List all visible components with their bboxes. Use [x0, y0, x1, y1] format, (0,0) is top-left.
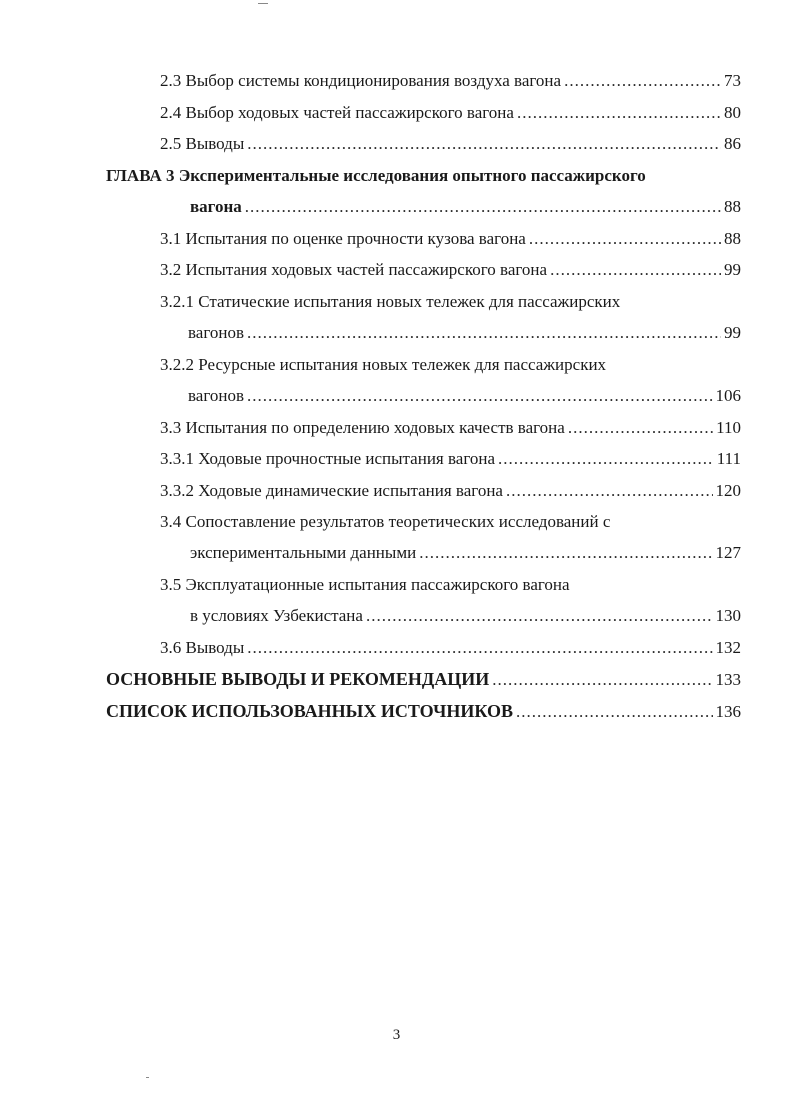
scan-speck — [146, 1077, 149, 1078]
dot-leader — [419, 542, 712, 564]
dot-leader — [506, 480, 713, 502]
toc-entry-title: 3.1 Испытания по оценке прочности кузова вагона — [160, 229, 526, 248]
dot-leader — [247, 637, 712, 659]
dot-leader — [498, 448, 714, 470]
dot-leader — [516, 701, 713, 723]
toc-entry-title: 3.6 Выводы — [160, 638, 245, 657]
page-number: 3 — [392, 1027, 401, 1043]
dot-leader — [247, 322, 721, 344]
toc-page-number: 136 — [715, 702, 741, 721]
toc-entry-3-3 — [0, 417, 741, 439]
toc-entry-title: 2.5 Выводы — [160, 134, 245, 153]
toc-entry-title: вагонов — [188, 386, 245, 405]
dot-leader — [492, 669, 712, 691]
toc-entry-title: 2.4 Выбор ходовых частей пассажирского вагона — [160, 103, 514, 122]
toc-entry-title: 2.3 Выбор системы кондиционирования воздуха вагона — [160, 71, 562, 90]
toc-entry-3-2-1-title: 3.2.1 Статические испытания новых тележек для пассажирских — [160, 292, 621, 311]
toc-entry-conclusions — [0, 668, 741, 691]
dot-leader — [564, 70, 721, 92]
toc-page-number: 133 — [715, 670, 741, 689]
toc-chapter-3-title: ГЛАВА 3 Экспериментальные исследования опытного пассажирского — [106, 166, 646, 185]
toc-page-number: 73 — [724, 71, 741, 90]
toc-entry-title: вагонов — [188, 323, 245, 342]
toc-entry-3-2-2-title: 3.2.2 Ресурсные испытания новых тележек для пассажирских — [160, 355, 607, 374]
toc-page-number: 88 — [724, 229, 741, 248]
toc-entry-3-1 — [0, 228, 741, 250]
toc-entry-title: 3.2 Испытания ходовых частей пассажирского вагона — [160, 260, 548, 279]
toc-entry-title: 3.3 Испытания по определению ходовых качеств вагона — [160, 418, 565, 437]
toc-page-number: 80 — [724, 103, 741, 122]
toc-page-number: 111 — [716, 449, 741, 468]
toc-page-number: 110 — [716, 418, 741, 437]
dot-leader — [366, 605, 713, 627]
toc-entry-3-4 — [0, 542, 741, 564]
toc-page-number: 99 — [724, 323, 741, 342]
toc-page-number: 130 — [715, 606, 741, 625]
toc-entry-2-4 — [0, 102, 741, 124]
toc-entry-title: ОСНОВНЫЕ ВЫВОДЫ И РЕКОМЕНДАЦИИ — [106, 669, 490, 689]
toc-page-number: 132 — [715, 638, 741, 657]
dot-leader — [529, 228, 721, 250]
toc-entry-3-2-2 — [0, 385, 741, 407]
dot-leader — [550, 259, 721, 281]
toc-entry-2-5 — [0, 133, 741, 155]
toc-page-number: 106 — [715, 386, 741, 405]
scan-speck — [258, 3, 268, 4]
toc-entry-3-6 — [0, 637, 741, 659]
toc-entry-references — [0, 700, 741, 723]
toc-entry-title: 3.3.2 Ходовые динамические испытания вагона — [160, 481, 503, 500]
dot-leader — [247, 133, 721, 155]
toc-entry-title: 3.3.1 Ходовые прочностные испытания вагона — [160, 449, 496, 468]
dot-leader — [247, 385, 712, 407]
toc-entry-title: экспериментальными данными — [190, 543, 417, 562]
toc-entry-3-2-1 — [0, 322, 741, 344]
toc-entry-title: вагона — [190, 197, 242, 216]
toc-entry-title: СПИСОК ИСПОЛЬЗОВАННЫХ ИСТОЧНИКОВ — [106, 701, 513, 721]
toc-page-number: 86 — [724, 134, 741, 153]
toc-entry-3-3-2 — [0, 480, 741, 502]
dot-leader — [568, 417, 713, 439]
toc-entry-3-4-title: 3.4 Сопоставление результатов теоретических исследований с — [160, 512, 611, 531]
dot-leader — [517, 102, 721, 124]
toc-entry-2-3 — [0, 70, 741, 92]
toc-entry-chapter-3 — [0, 196, 741, 218]
toc-page-number: 120 — [715, 481, 741, 500]
toc-page-number: 88 — [724, 197, 741, 216]
dot-leader — [245, 196, 721, 218]
toc-entry-3-3-1 — [0, 448, 741, 470]
toc-entry-3-5 — [0, 605, 741, 627]
toc-entry-title: в условиях Узбекистана — [190, 606, 363, 625]
toc-page-number: 99 — [724, 260, 741, 279]
toc-entry-3-5-title: 3.5 Эксплуатационные испытания пассажирского вагона — [160, 575, 570, 594]
toc-page-number: 127 — [715, 543, 741, 562]
toc-entry-3-2 — [0, 259, 741, 281]
